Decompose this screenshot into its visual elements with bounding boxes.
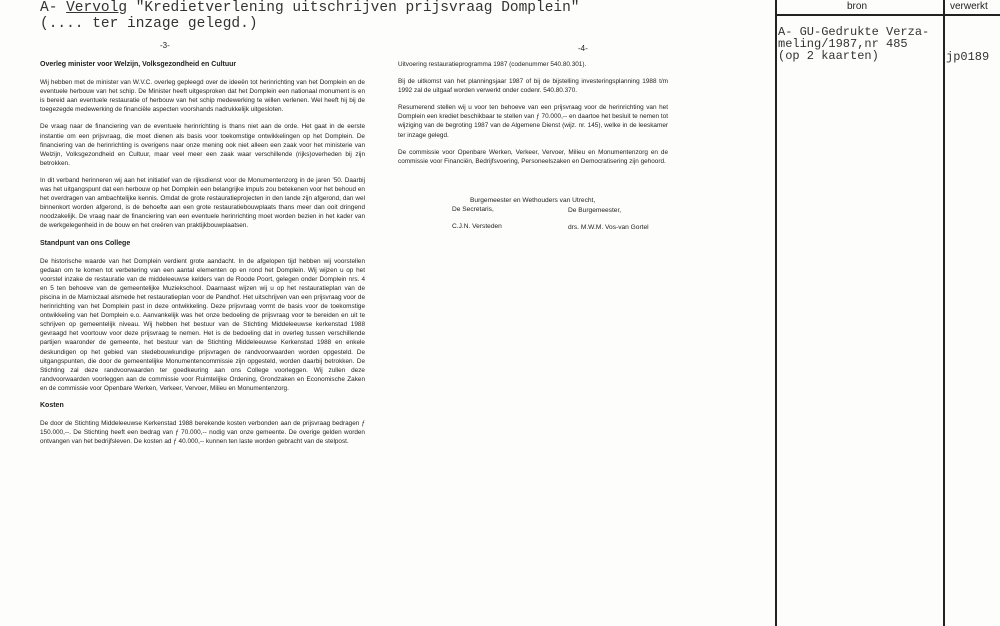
verwerkt-value: jp0189: [946, 50, 990, 64]
card-header: [40, 0, 580, 32]
heading-standpunt: Standpunt van ons College: [40, 239, 131, 247]
table-column-divider: [943, 0, 945, 626]
page-3-column: [40, 60, 365, 454]
table-header-rule: [775, 14, 1000, 16]
paragraph: Wij hebben met de minister van W.V.C. overleg gepleegd over de ideeën tot herinrichting van het Domplein en de eventuele herbouw van het schip. De Minister heeft uitgesproken dat het Domplein een nationaal monument is en is bereid aan eventuele restauratie of herbouw van het schip medewerking te willen verlenen. Wel heeft hij bij de toegezegde medewerking de financiële aspecten voorshands nadrukkelijk uitgesloten.: [40, 79, 365, 114]
paragraph: De door de Stichting Middeleeuwse Kerkenstad 1988 berekende kosten verbonden aan de prijsvraag bedragen ƒ 150.000,--. De Stichting heeft een bedrag van ƒ 70.000,-- nodig van onze gemeente. De overige gelden worden ontvangen van het bedrijfsleven. De kosten ad ƒ 40.000,-- kunnen ten laste worden gebracht van de stelpost.: [40, 420, 365, 446]
burgemeester-name: drs. M.W.M. Vos-van Gortel: [568, 224, 649, 231]
burgemeester-title: De Burgemeester,: [568, 207, 622, 214]
paragraph: Uitvoering restauratieprogramma 1987 (codenummer 540.80.301).: [398, 61, 587, 68]
paragraph: De historische waarde van het Domplein verdient grote aandacht. In de afgelopen tijd hebben wij voorstellen gedaan om te komen tot verbetering van een aantal elementen op en rond het Domplein. Wij wijzen u op het voorstel inzake de restauratie van de middeleeuwse kelders van de Roode Poort, gelegen onder Domplein nrs. 4 en 5 ten behoeve van de gemeentelijke Muziekschool. Daarnaast wijzen wij u op het restauratieplan van de piscina in de Marnixzaal alsmede het restauratieplan voor de Pandhof. Het uitschrijven van een prijsvraag voor de herinrichting van het Domplein past in deze ontwikkeling. Deze prijsvraag vormt de basis voor de toekomstige ontwikkeling van het Domplein e.o. Aanvankelijk was het onze bedoeling de prijsvraag voor te bereiden en uit te schrijven op gemeentelijk niveau. Wij hebben het bestuur van de Stichting Middeleeuwse kerkenstad 1988 gevraagd het voortouw voor deze prijsvraag te nemen. Het is de bedoeling dat in overleg tussen verschillende partijen waaronder de gemeente, het bestuur van de Stichting Middeleeuwse Kerkenstad 1988 en enkele deskundigen op het gebied van stedebouwkundige prijsvragen de randvoorwaarden worden opgesteld. De uitgangspunten, die door de gemeentelijke Monumentencommissie zijn opgesteld, worden daarbij betrokken. De Stichting zal deze randvoorwaarden ter goedkeuring aan ons College voorleggen. Wij zullen deze randvoorwaarden voorleggen aan de commissie voor Ruimtelijke Ordening, Grondzaken en Economische Zaken en de commissie voor Openbare Werken, Verkeer, Vervoer, Milieu en Monumentenzorg.: [40, 257, 365, 392]
paragraph: De commissie voor Openbare Werken, Verkeer, Vervoer, Milieu en Monumentenzorg en de commissie voor Financiën, Bedrijfsvoering, Personeelszaken en Democratisering zijn gehoord.: [398, 148, 668, 165]
secretaris-title: De Secretaris,: [452, 206, 494, 213]
paragraph: Bij de uitkomst van het planningsjaar 1987 of bij de bijstelling investeringsplanning 1988 t/m 1992 zal de uitgaaf worden verwerkt onder codenr. 540.80.370.: [398, 78, 668, 95]
heading-kosten: Kosten: [40, 402, 64, 409]
page-number-3: -3-: [160, 41, 170, 50]
signoff: Burgemeester en Wethouders van Utrecht,: [470, 197, 596, 204]
header-vervolg: Vervolg: [66, 0, 128, 16]
paragraph: Resumerend stellen wij u voor ten behoeve van een prijsvraag voor de herinrichting van het Domplein een krediet beschikbaar te stellen van ƒ 70.000,-- en daartoe het besluit te nemen tot wijziging van de begroting 1987 van de Algemene Dienst (wijz. nr. 145), welke in de leeskamer ter inzage gelegd.: [398, 104, 668, 139]
header-prefix: A-: [40, 0, 67, 16]
heading-overleg: Overleg minister voor Welzijn, Volksgezondheid en Cultuur: [40, 61, 237, 68]
page-number-4: -4-: [578, 44, 588, 53]
secretaris-name: C.J.N. Versteden: [452, 223, 502, 230]
table-left-border: [775, 0, 777, 626]
page-4-column: [398, 60, 668, 174]
column-header-bron: bron: [847, 1, 868, 12]
header-title: "Kredietverlening uitschrijven prijsvraag Domplein": [127, 0, 580, 16]
paragraph: De vraag naar de financiering van de eventuele herinrichting is thans niet aan de orde. Het gaat in de eerste instantie om een prijsvraag, die moet dienen als basis voor toekomstige ontwikkelingen op het Domplein. De financiering van de herinrichting is overigens naar onze mening ook niet alleen een zaak voor het ministerie van Welzijn, Volksgezondheid en Cultuur, maar veel meer een zaak waar verschillende (rijks)overheden bij zijn betrokken.: [40, 123, 365, 167]
bron-value: A- GU-Gedrukte Verza- meling/1987,nr 485 (op 2 kaarten): [778, 25, 930, 63]
column-header-verwerkt: verwerkt: [950, 1, 988, 12]
paragraph: In dit verband herinneren wij aan het initiatief van de rijksdienst voor de Monumentenzorg in de jaren '50. Daarbij was het uitgangspunt dat een herbouw op het Domplein een belangrijke impuls zou betekenen voor het behoud en het overdragen van ambachtelijke kennis. Omdat de grote restauratieprojecten in den lande zijn afgerond, dan wel binnenkort worden afgerond, is de behoefte aan een grote restauratiebouwplaats thans meer dan ooit dringend noodzakelijk. De vraag naar de financiering van een eventuele herinrichting moet worden bezien in het kader van de werkgelegenheid in de bouw en het creëren van praktijkbouwplaatsen.: [40, 176, 365, 230]
header-line2: (.... ter inzage gelegd.): [40, 16, 258, 32]
